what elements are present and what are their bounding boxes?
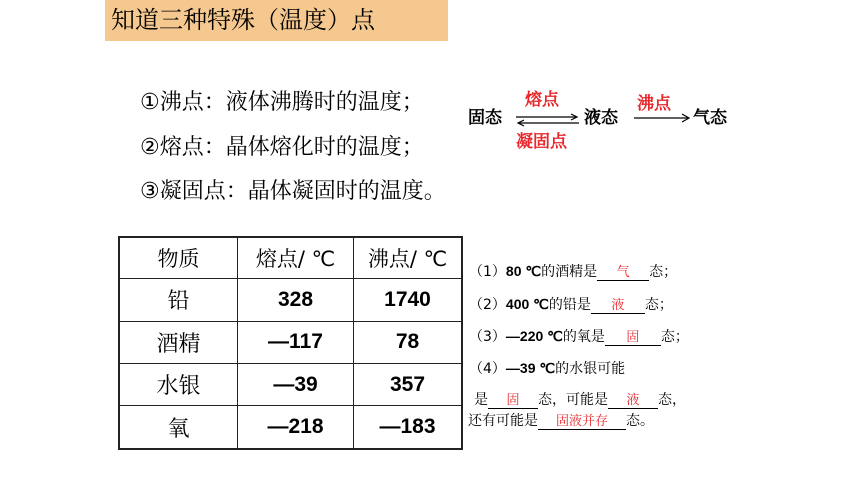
question-number: （2）	[469, 297, 506, 313]
melting-cell: —218	[238, 406, 354, 449]
boiling-label: 沸点	[637, 94, 671, 114]
question-text: 态，可能是	[538, 392, 608, 408]
question-number: （1）	[469, 264, 506, 280]
definition-melting: ②熔点：晶体熔化时的温度；	[140, 135, 424, 160]
solid-state: 固态	[468, 108, 502, 128]
table-row	[119, 321, 462, 363]
table-row	[119, 279, 462, 321]
boiling-cell: —183	[354, 406, 463, 449]
question-2	[469, 296, 673, 314]
question-1	[469, 263, 677, 281]
boiling-cell: 357	[354, 364, 463, 406]
question-3	[469, 328, 689, 346]
question-number: （3）	[469, 329, 506, 345]
substance-cell: 水银	[119, 364, 238, 406]
definition-freezing: ③凝固点：晶体凝固时的温度。	[140, 179, 446, 204]
question-text: 的水银可能	[555, 361, 626, 377]
answer-blank: 固	[488, 393, 538, 409]
question-temp: 400 ℃	[505, 296, 549, 312]
question-text: 还有可能是	[468, 413, 538, 429]
melting-cell: —117	[238, 321, 354, 363]
answer-blank: 液	[591, 298, 645, 314]
answer-blank: 固	[605, 330, 661, 346]
question-text: 态。	[626, 413, 654, 429]
melting-cell: 328	[238, 279, 354, 321]
question-4	[469, 360, 625, 378]
answer-blank: 固液并存	[538, 414, 626, 430]
header-boiling-point: 沸点/ ℃	[354, 237, 463, 279]
answer-blank: 液	[608, 393, 658, 409]
table-row	[119, 406, 462, 449]
question-suffix: 态；	[644, 297, 673, 313]
question-text: 是	[474, 392, 488, 408]
question-temp: 80 ℃	[505, 263, 542, 279]
header-substance: 物质	[119, 237, 238, 279]
question-text: 的铅是	[548, 297, 591, 313]
boiling-cell: 78	[354, 321, 463, 363]
melting-cell: —39	[238, 364, 354, 406]
question-suffix: 态；	[660, 329, 689, 345]
table-header-row	[119, 237, 462, 279]
header-melting-point: 熔点/ ℃	[238, 237, 354, 279]
answer-blank: 气	[597, 265, 649, 281]
gas-state: 气态	[693, 108, 727, 128]
boil-arrow	[632, 112, 692, 124]
boiling-cell: 1740	[354, 279, 463, 321]
substance-cell: 铅	[119, 279, 238, 321]
question-4-line-2	[474, 392, 686, 409]
table-row	[119, 364, 462, 406]
question-4-line-3	[468, 413, 654, 430]
question-suffix: 态；	[649, 264, 678, 280]
liquid-state: 液态	[584, 108, 618, 128]
question-temp: —220 ℃	[505, 328, 563, 344]
question-number: （4）	[469, 361, 506, 377]
substance-cell: 氧	[119, 406, 238, 449]
melt-freeze-arrows	[514, 112, 582, 128]
question-text: 态，	[658, 392, 686, 408]
freezing-label: 凝固点	[516, 132, 567, 152]
question-text: 的氧是	[562, 329, 605, 345]
substance-cell: 酒精	[119, 321, 238, 363]
definition-boiling: ①沸点：液体沸腾时的温度；	[140, 90, 424, 115]
melting-label: 熔点	[525, 90, 559, 110]
temperature-table	[118, 236, 463, 450]
question-text: 的酒精是	[541, 264, 598, 280]
question-temp: —39 ℃	[505, 360, 556, 376]
page-title: 知道三种特殊（温度）点	[111, 6, 375, 34]
